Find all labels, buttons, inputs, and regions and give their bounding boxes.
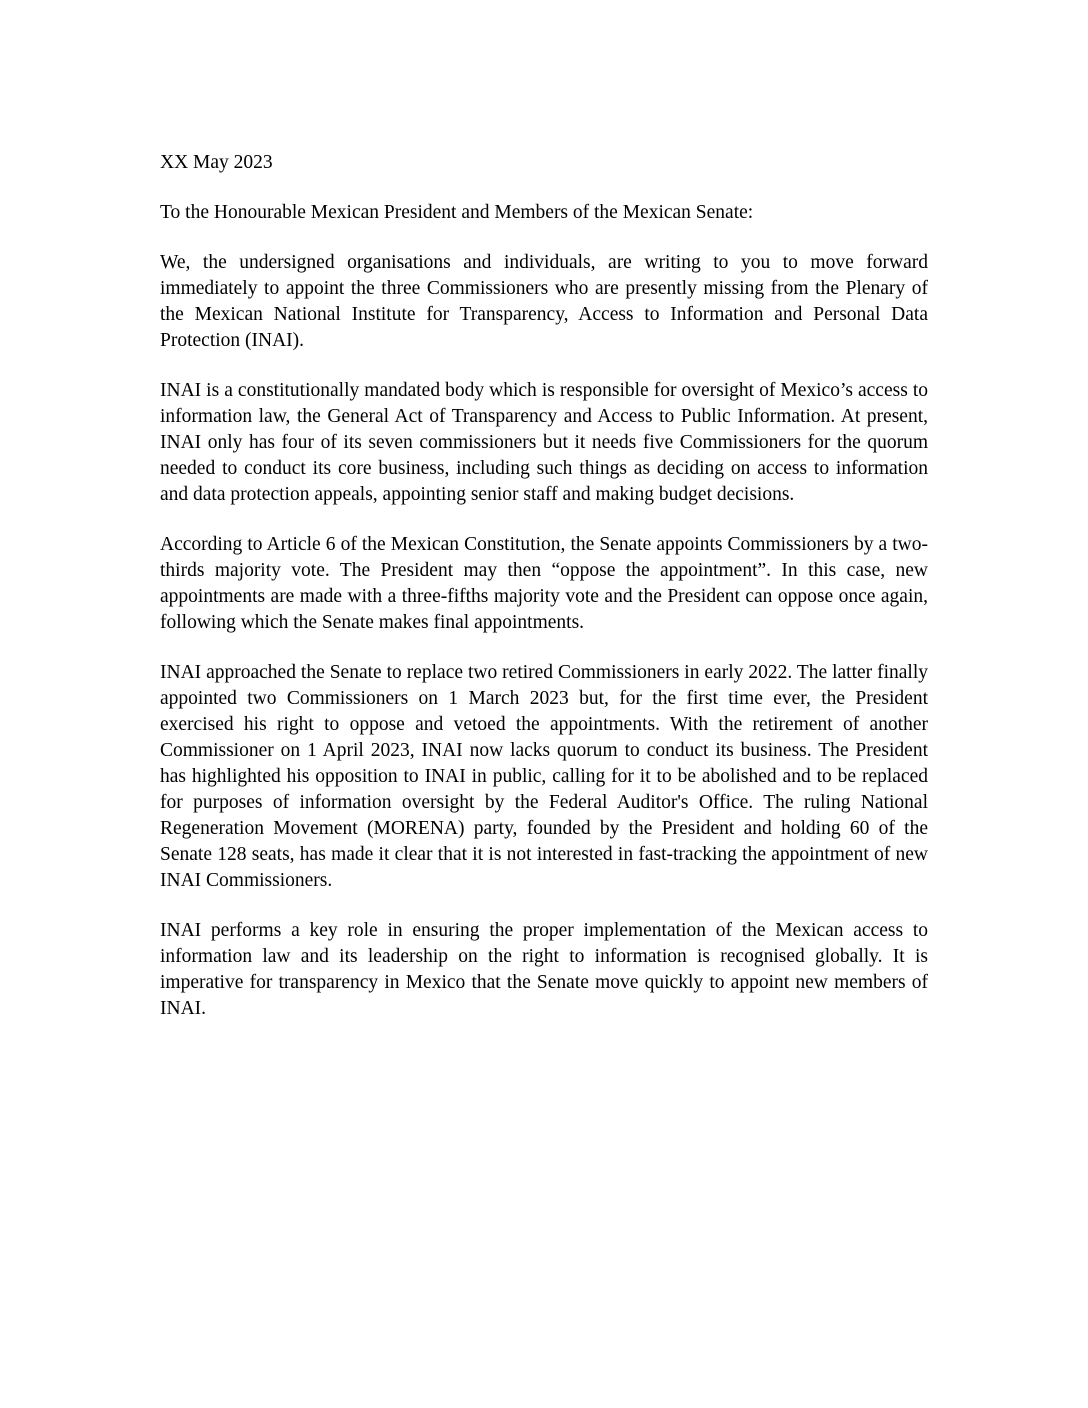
- letter-date: XX May 2023: [160, 152, 273, 173]
- letter-paragraph: We, the undersigned organisations and individuals, are writing to you to move forward immediately to appoint the three Commissioners who are presently missing from the Plenary of the Mexican National Institute for Transparency, Access to Information and Personal Data Protection (INAI).: [160, 252, 928, 351]
- letter-salutation: To the Honourable Mexican President and Members of the Mexican Senate:: [160, 202, 754, 223]
- letter-paragraph: According to Article 6 of the Mexican Constitution, the Senate appoints Commissioners by a two-thirds majority vote. The President may then “oppose the appointment”. In this case, new appointments are made with a three-fifths majority vote and the President can oppose once again, following which the Senate makes final appointments.: [160, 534, 928, 633]
- letter-paragraph: INAI performs a key role in ensuring the proper implementation of the Mexican access to information law and its leadership on the right to information is recognised globally. It is imperative for transparency in Mexico that the Senate move quickly to appoint new members of INAI.: [160, 920, 928, 1019]
- letter-paragraph: INAI approached the Senate to replace two retired Commissioners in early 2022. The latter finally appointed two Commissioners on 1 March 2023 but, for the first time ever, the President exercised his right to oppose and vetoed the appointments. With the retirement of another Commissioner on 1 April 2023, INAI now lacks quorum to conduct its business. The President has highlighted his opposition to INAI in public, calling for it to be abolished and to be replaced for purposes of information oversight by the Federal Auditor's Office. The ruling National Regeneration Movement (MORENA) party, founded by the President and holding 60 of the Senate 128 seats, has made it clear that it is not interested in fast-tracking the appointment of new INAI Commissioners.: [160, 662, 928, 891]
- letter-paragraph: INAI is a constitutionally mandated body which is responsible for oversight of Mexico’s access to information law, the General Act of Transparency and Access to Public Information. At present, INAI only has four of its seven commissioners but it needs five Commissioners for the quorum needed to conduct its core business, including such things as deciding on access to information and data protection appeals, appointing senior staff and making budget decisions.: [160, 380, 928, 505]
